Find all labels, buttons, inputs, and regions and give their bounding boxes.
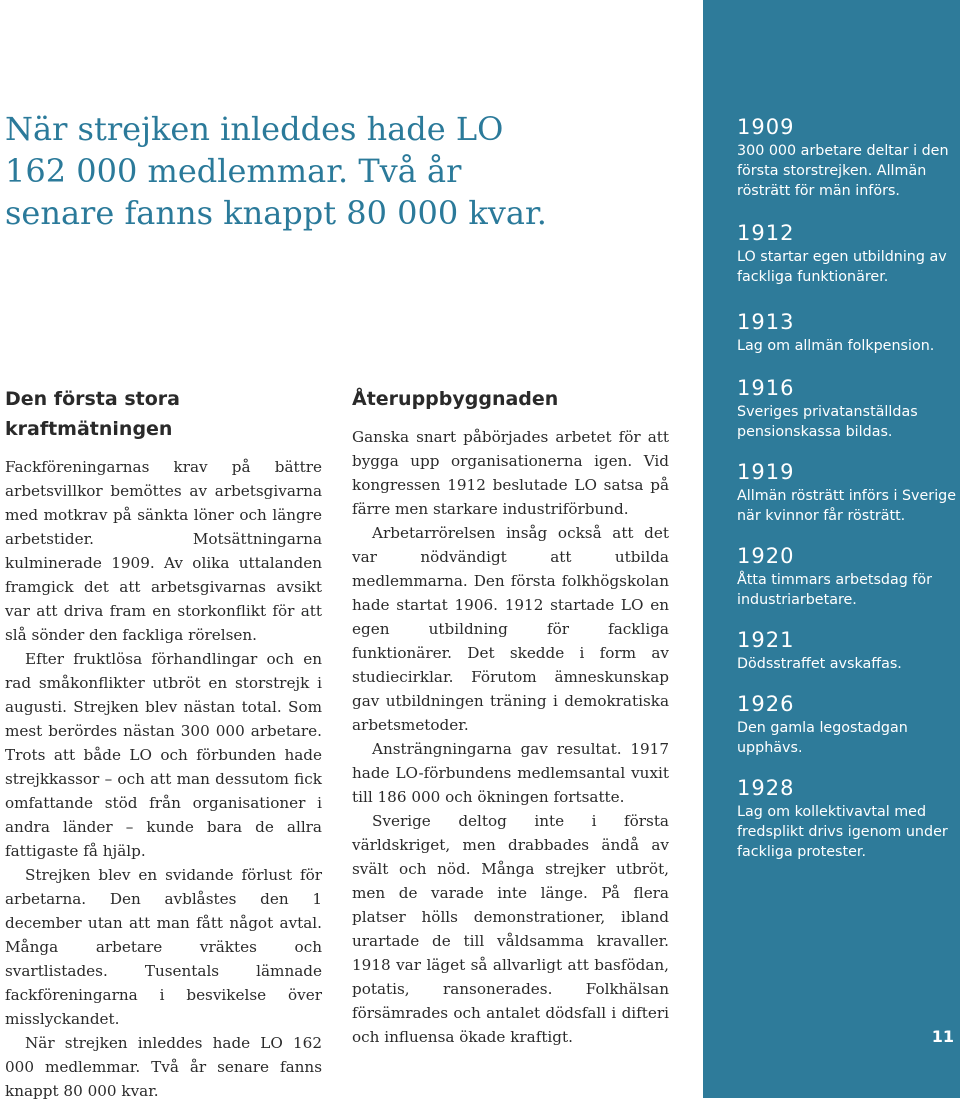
timeline-entry-1913 (737, 308, 959, 356)
middle-paragraph-4: Sverige deltog inte i första världskriget, men drabbades ändå av svält och nöd. Många strejker utbröt, men de varade inte länge. På flera platser hölls demonstrationer, ibland urartade de till våldsamma kravaller. 1918 var läget så allvarligt att basfödan, potatis, ransonerades. Folkhälsan försämrades och antalet dödsfall i difteri och influensa ökade kraftigt. (352, 812, 669, 1046)
timeline-year: 1909 (737, 115, 795, 139)
timeline-text: Allmän rösträtt införs i Sverige när kvinnor får rösträtt. (737, 488, 957, 524)
timeline-entry-1912 (737, 219, 959, 287)
middle-column-heading: Återuppbyggnaden (352, 388, 559, 410)
middle-paragraph-3: Ansträngningarna gav resultat. 1917 hade LO-förbundens medlemsantal vuxit till 186 000 och ökningen fortsatte. (352, 740, 669, 806)
left-paragraph-3: Strejken blev en svidande förlust för arbetarna. Den avblåstes den 1 december utan att man fått något avtal. Många arbetare vräktes och svartlistades. Tusentals lämnade fackföreningarna i besvikelse över misslyckandet. (5, 866, 322, 1028)
timeline-sidebar (703, 0, 960, 1098)
timeline-entry-1919 (737, 458, 959, 526)
timeline-year: 1920 (737, 544, 795, 568)
timeline-year: 1919 (737, 460, 795, 484)
timeline-text: LO startar egen utbildning av fackliga funktionärer. (737, 249, 947, 285)
left-paragraph-1: Fackföreningarnas krav på bättre arbetsvillkor bemöttes av arbetsgivarna med motkrav på sänkta löner och längre arbetstider. Motsättningarna kulminerade 1909. Av olika uttalanden framgick det att arbetsgivarnas avsikt var att driva fram en storkonflikt för att slå sönder den fackliga rörelsen. (5, 458, 322, 644)
left-column-heading: Den första stora kraftmätningen (5, 388, 180, 440)
timeline-text: 300 000 arbetare deltar i den första storstrejken. Allmän rösträtt för män införs. (737, 143, 949, 199)
timeline-text: Dödsstraffet avskaffas. (737, 656, 902, 672)
timeline-entry-1916 (737, 374, 959, 442)
timeline-year: 1913 (737, 310, 795, 334)
timeline-text: Lag om allmän folkpension. (737, 338, 935, 354)
timeline-text: Åtta timmars arbetsdag för industriarbetare. (737, 572, 933, 608)
timeline-entry-1920 (737, 542, 959, 610)
pull-quote: När strejken inleddes hade LO 162 000 medlemmar. Två år senare fanns knappt 80 000 kvar. (5, 110, 547, 232)
middle-paragraph-2: Arbetarrörelsen insåg också att det var nödvändigt att utbilda medlemmarna. Den första folkhögskolan hade startat 1906. 1912 startade LO en egen utbildning för fackliga funktionärer. Det skedde i form av studiecirklar. Förutom ämneskunskap gav utbildningen träning i demokratiska arbetsmetoder. (352, 524, 669, 734)
left-paragraph-2: Efter fruktlösa förhandlingar och en rad småkonflikter utbröt en storstrejk i augusti. Strejken blev nästan total. Som mest berördes nästan 300 000 arbetare. Trots att både LO och förbunden hade strejkkassor – och att man dessutom fick omfattande stöd från organisationer i andra länder – kunde bara de allra fattigaste få hjälp. (5, 650, 322, 860)
timeline-entry-1921 (737, 626, 959, 674)
timeline (737, 113, 959, 862)
timeline-year: 1926 (737, 692, 795, 716)
left-column (5, 384, 322, 1103)
timeline-entry-1909 (737, 113, 959, 201)
timeline-text: Den gamla legostadgan upphävs. (737, 720, 908, 756)
timeline-text: Lag om kollektivavtal med fredsplikt drivs igenom under fackliga protester. (737, 804, 948, 860)
page-number: 11 (931, 1027, 954, 1046)
middle-paragraph-1: Ganska snart påbörjades arbetet för att bygga upp organisationerna igen. Vid kongressen 1912 beslutade LO satsa på färre men starkare industriförbund. (352, 428, 669, 518)
left-paragraph-4: När strejken inleddes hade LO 162 000 medlemmar. Två år senare fanns knappt 80 000 kvar. (5, 1034, 322, 1100)
timeline-year: 1912 (737, 221, 795, 245)
timeline-entry-1926 (737, 690, 959, 758)
timeline-year: 1921 (737, 628, 795, 652)
timeline-entry-1928 (737, 774, 959, 862)
timeline-year: 1928 (737, 776, 795, 800)
timeline-text: Sveriges privatanställdas pensionskassa bildas. (737, 404, 918, 440)
middle-column (352, 384, 669, 1049)
timeline-year: 1916 (737, 376, 795, 400)
